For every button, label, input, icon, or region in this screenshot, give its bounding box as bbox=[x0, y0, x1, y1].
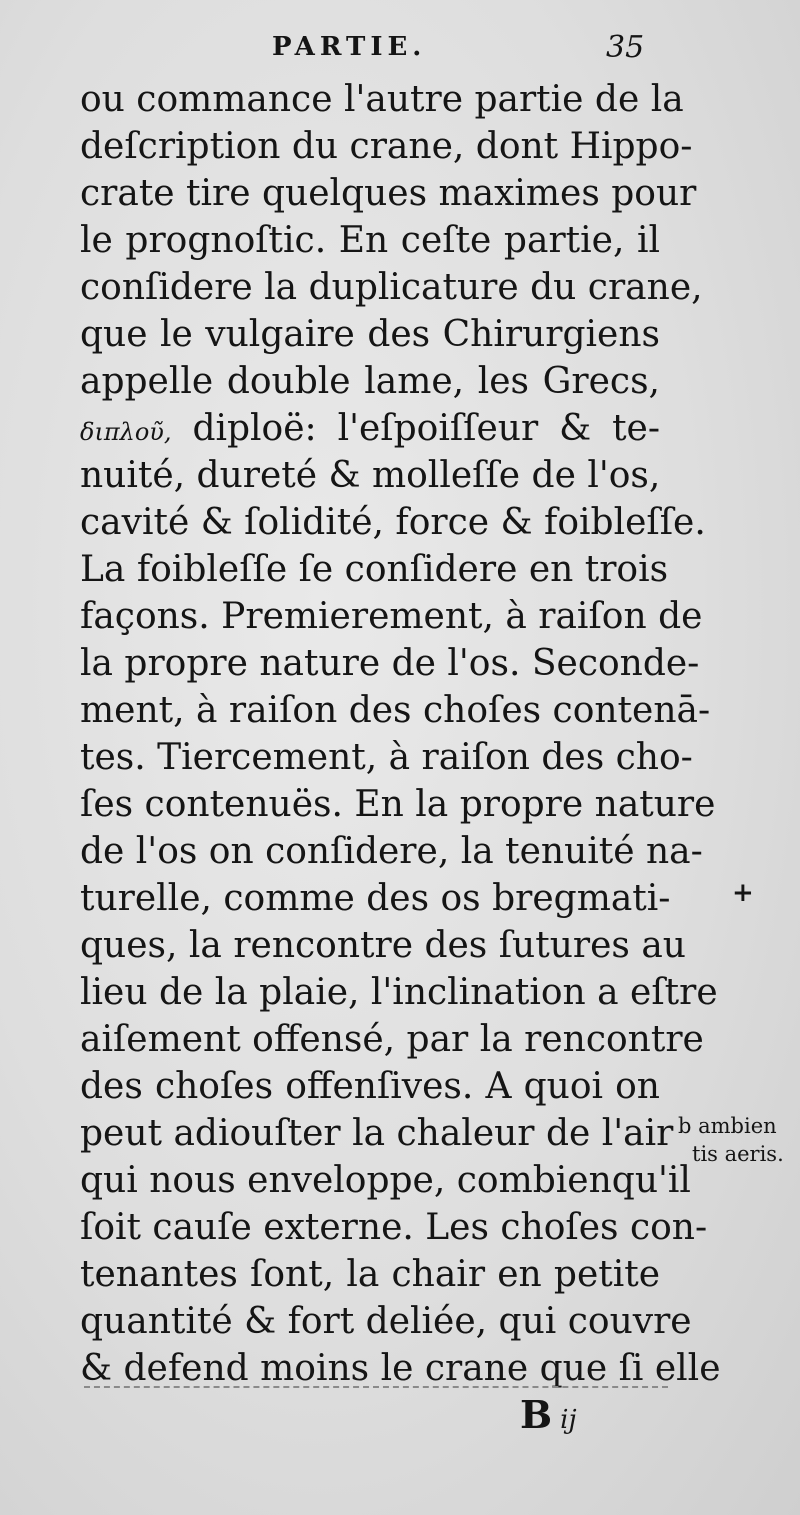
text-line: conſidere la duplicature du crane, bbox=[80, 267, 703, 308]
margin-mark: + bbox=[732, 878, 754, 908]
text-line: ou commance l'autre partie de la bbox=[80, 79, 684, 120]
signature-letter: B bbox=[520, 1392, 553, 1437]
text-line: lieu de la plaie, l'inclination a eſtre bbox=[80, 972, 718, 1013]
text-line: ques, la rencontre des ſutures au bbox=[80, 925, 686, 966]
text-line: de l'os on conſidere, la tenuité na- bbox=[80, 831, 703, 872]
text-line: tes. Tiercement, à raiſon des cho- bbox=[80, 737, 693, 778]
greek-word: διπλοῦ, bbox=[80, 418, 172, 446]
text-line: la propre nature de l'os. Seconde- bbox=[80, 643, 700, 684]
text-line: qui nous enveloppe, combienqu'il bbox=[80, 1160, 691, 1201]
running-head: PARTIE. bbox=[272, 32, 427, 62]
text-line: La foibleſſe ſe conſidere en trois bbox=[80, 549, 669, 590]
signature-number: ij bbox=[560, 1405, 577, 1435]
text-line: façons. Premierement, à raiſon de bbox=[80, 596, 703, 637]
body-text bbox=[80, 76, 721, 1392]
page-number: 35 bbox=[606, 30, 645, 65]
text-line: quantité & fort deliée, qui couvre bbox=[80, 1301, 692, 1342]
text-line: peut adiouſter la chaleur de l'air bbox=[80, 1113, 674, 1154]
text-line: que le vulgaire des Chirurgiens bbox=[80, 314, 660, 355]
margin-note-line: tis aeris. bbox=[692, 1142, 784, 1166]
text-line: turelle, comme des os bregmati- bbox=[80, 878, 671, 919]
text-line: aiſement offensé, par la rencontre bbox=[80, 1019, 704, 1060]
text-line-with-greek bbox=[80, 405, 660, 452]
text-line: le prognoſtic. En ceſte partie, il bbox=[80, 220, 660, 261]
page-header bbox=[0, 32, 800, 72]
signature-mark bbox=[520, 1392, 577, 1437]
text-line: & defend moins le crane que ſi elle bbox=[80, 1348, 721, 1389]
text-line: cavité & ſolidité, force & foibleſſe. bbox=[80, 502, 706, 543]
text-line: des choſes offenſives. A quoi on bbox=[80, 1066, 660, 1107]
margin-note bbox=[678, 1112, 784, 1168]
text-line: crate tire quelques maximes pour bbox=[80, 173, 697, 214]
text-line: tenantes ſont, la chair en petite bbox=[80, 1254, 660, 1295]
text-line: appelle double lame, les Grecs, bbox=[80, 361, 660, 402]
page-bottom-rule bbox=[84, 1386, 668, 1388]
text-line: ſoit cauſe externe. Les choſes con- bbox=[80, 1207, 708, 1248]
margin-note-line: b ambien bbox=[678, 1114, 777, 1138]
text-line: ment, à raiſon des choſes contenā- bbox=[80, 690, 711, 731]
text-line: deſcription du crane, dont Hippo- bbox=[80, 126, 693, 167]
text-line: ſes contenuës. En la propre nature bbox=[80, 784, 716, 825]
text-line: nuité, dureté & molleſſe de l'os, bbox=[80, 455, 661, 496]
text-line-rest: diploë: l'eſpoiſſeur & te- bbox=[192, 408, 660, 449]
